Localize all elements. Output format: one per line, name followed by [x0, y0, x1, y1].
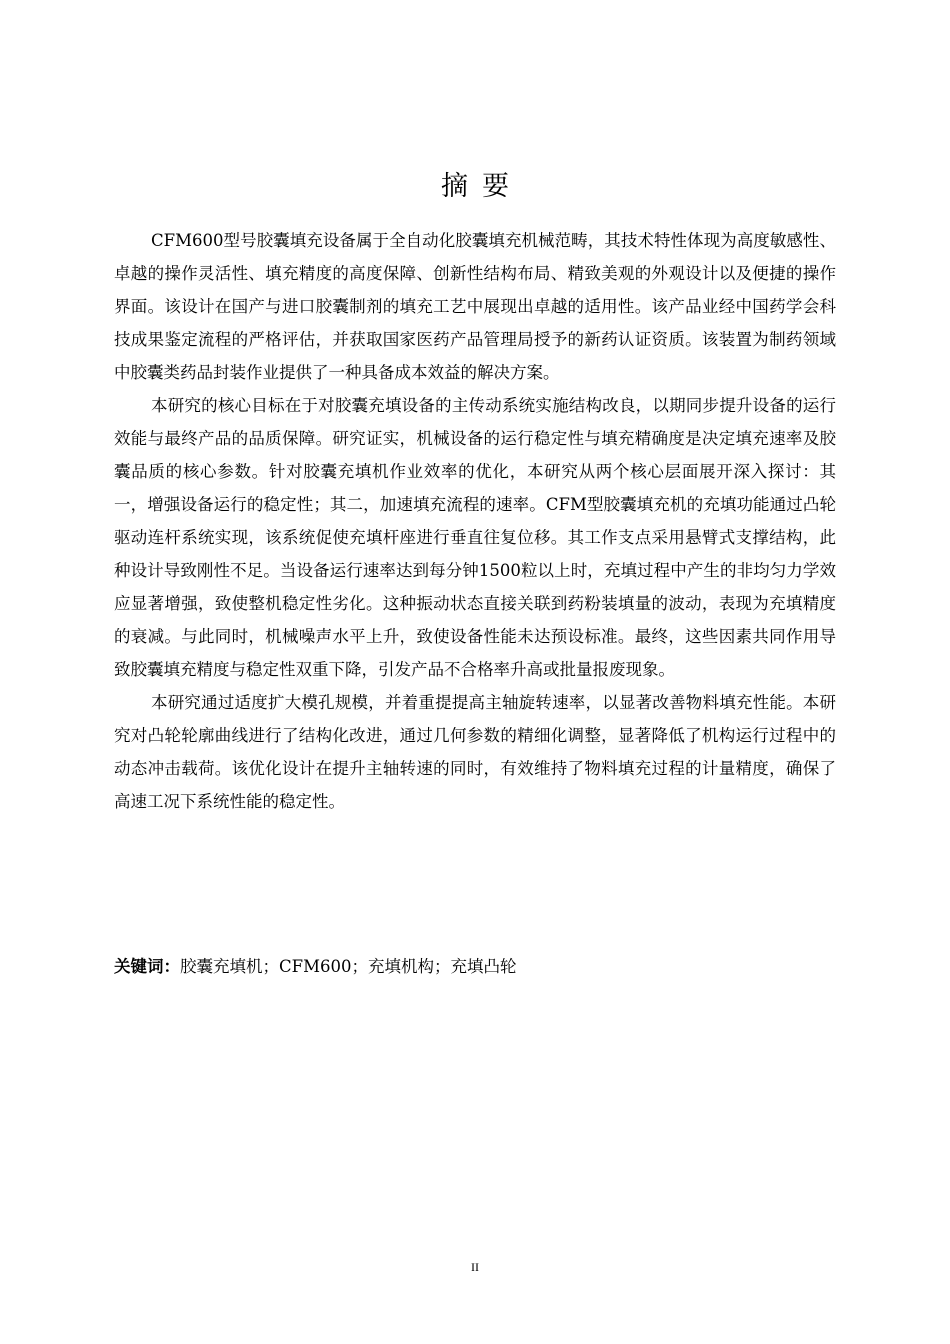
abstract-paragraph-3: 本研究通过适度扩大模孔规模，并着重提提高主轴旋转速率，以显著改善物料填充性能。本研究对凸轮轮廓曲线进行了结构化改进，通过几何参数的精细化调整，显著降低了机构运行过程中的动态冲击载荷。该优化设计在提升主轴转速的同时，有效维持了物料填充过程的计量精度，确保了高速工况下系统性能的稳定性。: [114, 693, 836, 811]
keywords-label: 关键词：: [114, 957, 180, 976]
abstract-paragraph-1: CFM600型号胶囊填充设备属于全自动化胶囊填充机械范畴，其技术特性体现为高度敏感性、卓越的操作灵活性、填充精度的高度保障、创新性结构布局、精致美观的外观设计以及便捷的操作界面。该设计在国产与进口胶囊制剂的填充工艺中展现出卓越的适用性。该产品业经中国药学会科技成果鉴定流程的严格评估，并获取国家医药产品管理局授予的新药认证资质。该装置为制药领域中胶囊类药品封装作业提供了一种具备成本效益的解决方案。: [114, 231, 836, 382]
keywords-text: 胶囊充填机；CFM600；充填机构；充填凸轮: [180, 957, 517, 976]
page-title: 摘要: [441, 171, 523, 202]
abstract-body: [114, 224, 836, 818]
abstract-paragraph-2: 本研究的核心目标在于对胶囊充填设备的主传动系统实施结构改良，以期同步提升设备的运行效能与最终产品的品质保障。研究证实，机械设备的运行稳定性与填充精确度是决定填充速率及胶囊品质的核心参数。针对胶囊充填机作业效率的优化，本研究从两个核心层面展开深入探讨：其一，增强设备运行的稳定性；其二，加速填充流程的速率。CFM型胶囊填充机的充填功能通过凸轮驱动连杆系统实现，该系统促使充填杆座进行垂直往复位移。其工作支点采用悬臂式支撑结构，此种设计导致刚性不足。当设备运行速率达到每分钟1500粒以上时，充填过程中产生的非均匀力学效应显著增强，致使整机稳定性劣化。这种振动状态直接关联到药粉装填量的波动，表现为充填精度的衰减。与此同时，机械噪声水平上升，致使设备性能未达预设标准。最终，这些因素共同作用导致胶囊填充精度与稳定性双重下降，引发产品不合格率升高或批量报废现象。: [114, 396, 836, 679]
page-number: II: [471, 1260, 479, 1274]
keywords-line: [114, 950, 836, 983]
